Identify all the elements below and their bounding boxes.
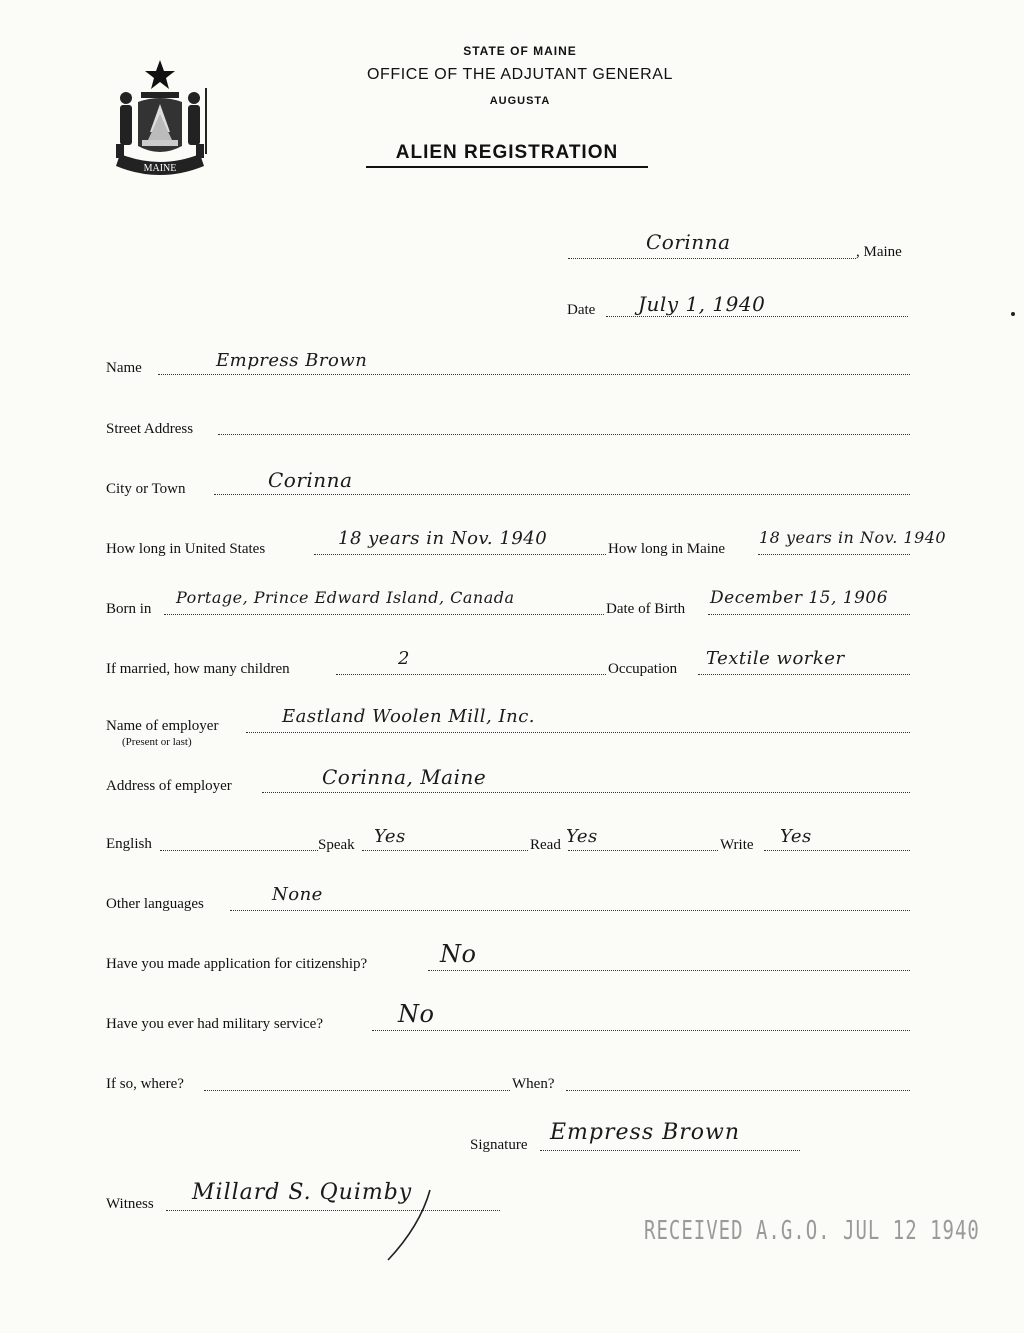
- received-stamp: RECEIVED A.G.O. JUL 12 1940: [644, 1216, 980, 1246]
- city-label: City or Town: [106, 481, 186, 497]
- born-in-label: Born in: [106, 601, 152, 617]
- read-value: Yes: [566, 826, 598, 847]
- scan-speck: [1011, 312, 1015, 316]
- name-value: Empress Brown: [216, 350, 368, 371]
- occupation-line: [698, 674, 910, 675]
- form-title: ALIEN REGISTRATION: [366, 142, 648, 168]
- city-line: [214, 494, 910, 495]
- military-line: [372, 1030, 910, 1031]
- occupation-label: Occupation: [608, 661, 678, 677]
- employer-value: Eastland Woolen Mill, Inc.: [282, 706, 535, 727]
- date-label: Date: [567, 302, 596, 318]
- military-value: No: [398, 1000, 435, 1028]
- citizenship-value: No: [440, 940, 477, 968]
- street-line: [218, 434, 910, 435]
- header-office: OFFICE OF THE ADJUTANT GENERAL: [366, 66, 674, 83]
- maine-duration-label: How long in Maine: [608, 541, 726, 557]
- write-label: Write: [720, 837, 754, 853]
- write-line: [764, 850, 910, 851]
- city-value: Corinna: [268, 468, 353, 492]
- employer-line: [246, 732, 910, 733]
- write-value: Yes: [780, 826, 812, 847]
- speak-value: Yes: [374, 826, 406, 847]
- children-label: If married, how many children: [106, 661, 290, 677]
- english-label: English: [106, 836, 152, 852]
- employer-address-label: Address of employer: [106, 778, 232, 794]
- speak-line: [362, 850, 528, 851]
- employer-address-line: [262, 792, 910, 793]
- street-label: Street Address: [106, 421, 194, 437]
- citizenship-line: [428, 970, 910, 971]
- place-line: [568, 258, 856, 259]
- occupation-value: Textile worker: [706, 648, 845, 669]
- witness-pen-stroke: [380, 1186, 440, 1266]
- dob-label: Date of Birth: [606, 601, 686, 617]
- when-label: When?: [512, 1076, 555, 1092]
- name-line: [158, 374, 910, 375]
- born-in-line: [164, 614, 604, 615]
- us-duration-line: [314, 554, 606, 555]
- citizenship-label: Have you made application for citizenship?: [106, 956, 368, 972]
- other-languages-label: Other languages: [106, 896, 204, 912]
- place-value: Corinna: [646, 230, 731, 254]
- military-label: Have you ever had military service?: [106, 1016, 323, 1032]
- read-line: [568, 850, 718, 851]
- maine-duration-value: 18 years in Nov. 1940: [759, 528, 947, 547]
- witness-line: [166, 1210, 500, 1211]
- maine-duration-line: [758, 554, 910, 555]
- when-line: [566, 1090, 910, 1091]
- place-suffix: , Maine: [856, 244, 902, 260]
- born-in-value: Portage, Prince Edward Island, Canada: [176, 588, 515, 607]
- where-line: [204, 1090, 510, 1091]
- read-label: Read: [530, 837, 561, 853]
- children-value: 2: [398, 648, 410, 669]
- date-line: [606, 316, 908, 317]
- other-languages-line: [230, 910, 910, 911]
- employer-label: Name of employer: [106, 718, 219, 734]
- dob-line: [708, 614, 910, 615]
- us-duration-value: 18 years in Nov. 1940: [338, 528, 548, 549]
- where-label: If so, where?: [106, 1076, 184, 1092]
- signature-value: Empress Brown: [550, 1120, 741, 1145]
- witness-label: Witness: [106, 1196, 154, 1212]
- witness-value: Millard S. Quimby: [192, 1180, 413, 1205]
- dob-value: December 15, 1906: [710, 588, 889, 608]
- header-state: STATE OF MAINE: [463, 44, 577, 58]
- employer-sublabel: (Present or last): [122, 736, 192, 748]
- english-line: [160, 850, 318, 851]
- employer-address-value: Corinna, Maine: [322, 765, 487, 789]
- date-value: July 1, 1940: [638, 292, 766, 316]
- header-city: AUGUSTA: [489, 95, 551, 107]
- other-languages-value: None: [272, 884, 323, 905]
- children-line: [336, 674, 606, 675]
- us-duration-label: How long in United States: [106, 541, 266, 557]
- signature-line: [540, 1150, 800, 1151]
- seal-banner-text: MAINE: [143, 163, 177, 174]
- name-label: Name: [106, 360, 142, 376]
- speak-label: Speak: [318, 837, 355, 853]
- signature-label: Signature: [470, 1137, 528, 1153]
